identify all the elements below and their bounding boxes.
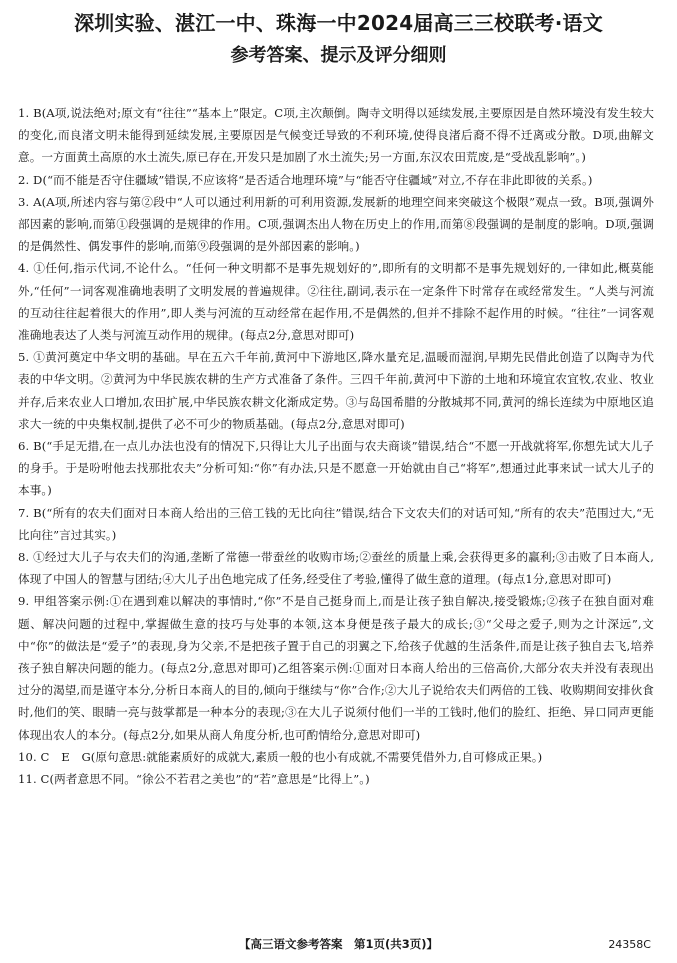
answer-item-3: 3. A(A项,所述内容与第②段中“人可以通过利用新的可利用资源,发展新的地理空间来突破这个极限”观点一致。B项,强调外部因素的影响,而第①段强调的是规律的作用。C项,强调杰出人物在历史上的作用,而第⑧段强调的是制度的影响。D项,强调的是偶然性、偶发事件的影响,而第⑨段强调的是外部因素的影响。): [18, 194, 654, 254]
answer-item-2: 2. D(“而不能是否守住疆域”错误,不应该将“是否适合地理环境”与“能否守住疆域”对立,不存在非此即彼的关系。): [18, 172, 593, 187]
document-code: 24358C: [608, 938, 651, 951]
document-subtitle: 参考答案、提示及评分细则: [230, 45, 447, 66]
answer-item-10: 10. C E G(原句意思:就能素质好的成就大,素质一般的也小有成就,不需要凭借外力,自可修成正果。): [18, 749, 543, 764]
answer-item-4: 4. ①任何,指示代词,不论什么。“任何一种文明都不是事先规划好的”,即所有的文明都不是事先规划好的,一律如此,概莫能外,“任何”一词客观准确地表明了文明发展的普遍规律。②往往,副词,表示在一定条件下时常存在或经常发生。“人类与河流的互动往往起着很大的作用”,即人类与河流的互动经常在起作用,不是偶然的,但并不排除不起作用的时候。“往往”一词客观准确地表达了人类与河流互动作用的规律。(每点2分,意思对即可): [18, 261, 654, 343]
document-title: 深圳实验、湛江一中、珠海一中2024届高三三校联考·语文: [74, 11, 603, 35]
answer-item-1: 1. B(A项,说法绝对;原文有“往往”“基本上”限定。C项,主次颠倒。陶寺文明得以延续发展,主要原因是自然环境没有发生较大的变化,而良渚文明未能得到延续发展,主要原因是气候变迁导致的不利环境,使得良渚后裔不得不迁离或分散。D项,曲解文意。一方面黄土高原的水土流失,原已存在,开发只是加剧了水土流失;另一方面,东汉农田荒废,是“受战乱影响”。): [18, 106, 654, 165]
answer-item-8: 8. ①经过大儿子与农夫们的沟通,垄断了常德一带蚕丝的收购市场;②蚕丝的质量上乘,会获得更多的赢利;③击败了日本商人,体现了中国人的智慧与团结;④大儿子出色地完成了任务,经受住了考验,懂得了做生意的道理。(每点1分,意思对即可): [18, 550, 654, 587]
answer-item-7: 7. B(“所有的农夫们面对日本商人给出的三倍工钱的无比向往”错误,结合下文农夫们的对话可知,“所有的农夫”范围过大,“无比向往”言过其实。): [18, 505, 654, 542]
answer-item-9: 9. 甲组答案示例:①在遇到难以解决的事情时,“你”不是自己挺身而上,而是让孩子独自解决,接受锻炼;②孩子在独自面对难题、解决问题的过程中,掌握做生意的技巧与处事的本领,这本身便是孩子最大的成长;③“父母之爱子,则为之计深远”,文中“你”的做法是“爱子”的表现,身为父亲,不是把孩子置于自己的羽翼之下,给孩子优越的生活条件,而是让孩子独自去飞,培养孩子独自解决问题的能力。(每点2分,意思对即可)乙组答案示例:①面对日本商人给出的三倍高价,大部分农夫并没有表现出过分的渴望,而是谨守本分,分析日本商人的目的,倾向于继续与“你”合作;②大儿子说给农夫们两倍的工钱、收购期间安排伙食时,他们的笑、眼睛一亮与鼓掌都是一种本分的表现;③在大儿子说须付他们一半的工钱时,他们的脸红、拒绝、异口同声更能体现出农人的本分。(每点2分,如果从商人角度分析,也可酌情给分,意思对即可): [18, 594, 654, 742]
page-footer-label: 【高三语文参考答案 第1页(共3页)】: [238, 937, 438, 951]
answer-item-11: 11. C(两者意思不同。“徐公不若君之美也”的“若”意思是“比得上”。): [18, 772, 370, 787]
answer-item-6: 6. B(“手足无措,在一点儿办法也没有的情况下,只得让大儿子出面与农夫商谈”错误,结合“不愿一开战就将军,你想先试大儿子的身手。于是吩咐他去找那批农夫”分析可知:“你”有办法,只是不愿意一开始就由自己“将军”,想通过此事来试一试大儿子的本事。): [18, 439, 654, 498]
answer-item-5: 5. ①黄河奠定中华文明的基础。早在五六千年前,黄河中下游地区,降水量充足,温暖而湿润,早期先民借此创造了以陶寺为代表的中华文明。②黄河为中华民族农耕的生产方式准备了条件。三四千年前,黄河中下游的土地和环境宜农宜牧,农业、牧业并存,后来农业人口增加,农田扩展,中华民族农耕文化渐成定势。③与岛国希腊的分散城邦不同,黄河的绵长连续为中原地区追求大一统的中央集权制,提供了必不可少的物质基础。(每点2分,意思对即可): [18, 350, 654, 431]
answer-list: [18, 102, 654, 790]
